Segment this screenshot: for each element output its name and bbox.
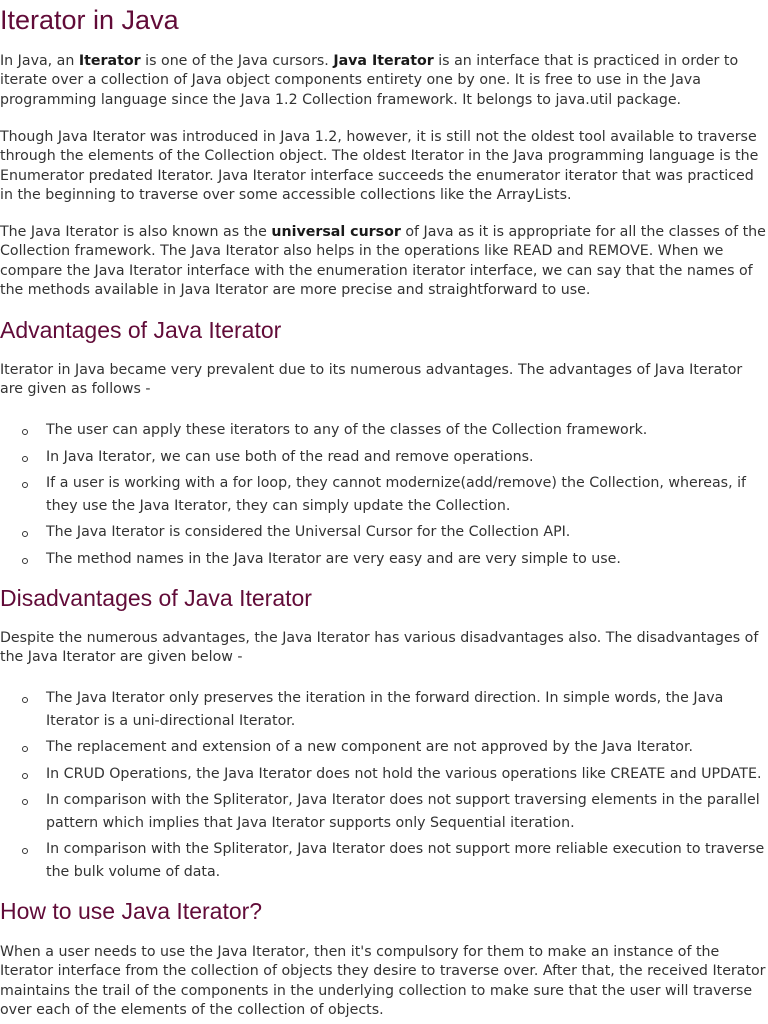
list-item: The Java Iterator is considered the Universal Cursor for the Collection API.	[0, 521, 766, 544]
advantages-heading: Advantages of Java Iterator	[0, 317, 282, 343]
bold-term-java-iterator: Java Iterator	[333, 53, 434, 69]
disadvantages-heading: Disadvantages of Java Iterator	[0, 585, 312, 611]
bold-term-universal-cursor: universal cursor	[271, 224, 401, 240]
intro-paragraph-3: The Java Iterator is also known as the universal cursor of Java as it is appropriate for all the classes of the Collection framework. The Java Iterator also helps in the operations like READ and REMOVE. When we compare the Java Iterator interface with the enumeration iterator interface, we can say that the names of the methods available in Java Iterator are more precise and straightforward to use.	[0, 224, 766, 298]
disadvantages-intro: Despite the numerous advantages, the Java Iterator has various disadvantages also. The disadvantages of the Java Iterator are given below -	[0, 630, 759, 666]
circle-bullet-icon	[22, 482, 28, 488]
page-title: Iterator in Java	[0, 5, 179, 35]
list-item: The user can apply these iterators to any of the classes of the Collection framework.	[0, 419, 766, 442]
how-to-use-paragraph: When a user needs to use the Java Iterator, then it's compulsory for them to make an instance of the Iterator interface from the collection of objects they desire to traverse over. After that, the received Iterator maintains the trail of the components in the underlying collection to make sure that the user will traverse over each of the elements of the collection of objects.	[0, 944, 766, 1018]
circle-bullet-icon	[22, 746, 28, 752]
disadvantages-list	[0, 687, 766, 887]
list-item: The method names in the Java Iterator are very easy and are very simple to use.	[0, 548, 766, 571]
circle-bullet-icon	[22, 558, 28, 564]
bold-term-iterator: Iterator	[78, 53, 141, 69]
circle-bullet-icon	[22, 531, 28, 537]
list-item: In Java Iterator, we can use both of the read and remove operations.	[0, 446, 766, 469]
list-item: If a user is working with a for loop, they cannot modernize(add/remove) the Collection, whereas, if they use the Java Iterator, they can simply update the Collection.	[0, 472, 766, 517]
list-item: In comparison with the Spliterator, Java Iterator does not support more reliable execution to traverse the bulk volume of data.	[0, 838, 766, 883]
list-item: The replacement and extension of a new component are not approved by the Java Iterator.	[0, 736, 766, 759]
advantages-intro: Iterator in Java became very prevalent due to its numerous advantages. The advantages of Java Iterator are given as follows -	[0, 362, 743, 398]
list-item: In CRUD Operations, the Java Iterator does not hold the various operations like CREATE and UPDATE.	[0, 763, 766, 786]
intro-paragraph-2: Though Java Iterator was introduced in Java 1.2, however, it is still not the oldest tool available to traverse through the elements of the Collection object. The oldest Iterator in the Java programming language is the Enumerator predated Iterator. Java Iterator interface succeeds the enumerator iterator that was practiced in the beginning to traverse over some accessible collections like the ArrayLists.	[0, 129, 759, 203]
how-to-use-heading: How to use Java Iterator?	[0, 898, 263, 924]
circle-bullet-icon	[22, 799, 28, 805]
circle-bullet-icon	[22, 773, 28, 779]
circle-bullet-icon	[22, 848, 28, 854]
list-item: The Java Iterator only preserves the iteration in the forward direction. In simple words, the Java Iterator is a uni-directional Iterator.	[0, 687, 766, 732]
circle-bullet-icon	[22, 456, 28, 462]
list-item: In comparison with the Spliterator, Java Iterator does not support traversing elements in the parallel pattern which implies that Java Iterator supports only Sequential iteration.	[0, 789, 766, 834]
advantages-list	[0, 419, 766, 574]
circle-bullet-icon	[22, 429, 28, 435]
circle-bullet-icon	[22, 697, 28, 703]
intro-paragraph-1: In Java, an Iterator is one of the Java cursors. Java Iterator is an interface that is practiced in order to iterate over a collection of Java object components entirety one by one. It is free to use in the Java programming language since the Java 1.2 Collection framework. It belongs to java.util package.	[0, 53, 739, 108]
